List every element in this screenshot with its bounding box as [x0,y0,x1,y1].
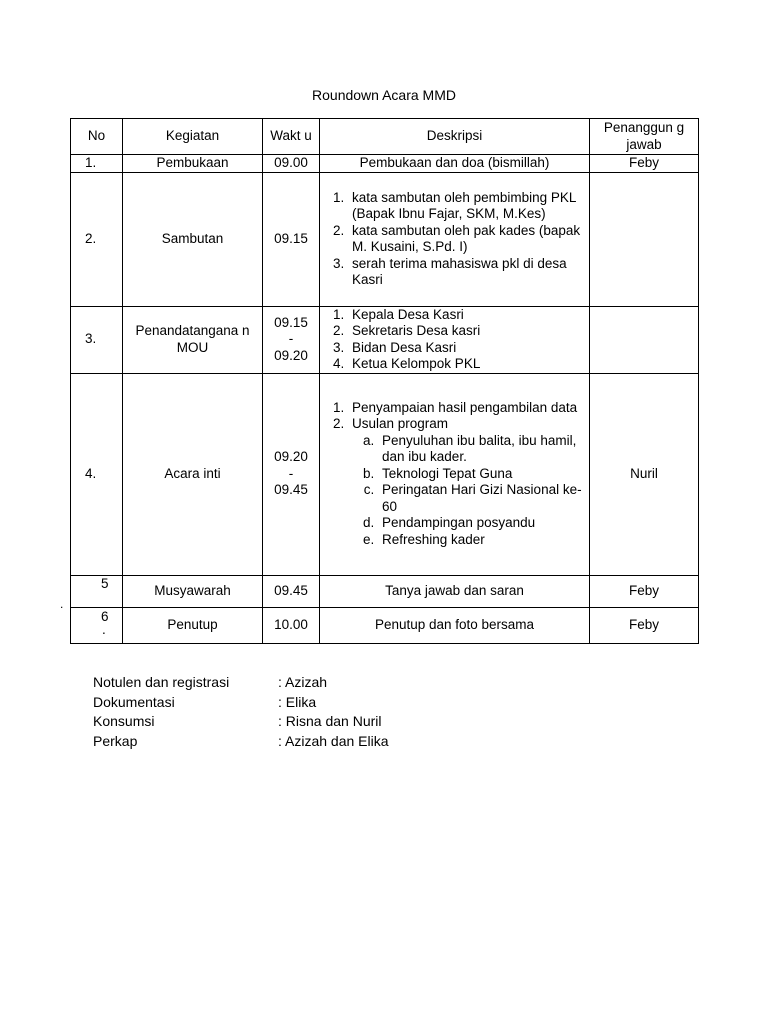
staff-row [93,673,389,693]
sub-list [352,433,585,549]
header-penanggung-jawab: Penanggun g jawab [590,119,699,155]
header-deskripsi: Deskripsi [320,119,590,155]
list-item: 1. kata sambutan oleh pembimbing PKL (Bapak Ibnu Fajar, SKM, M.Kes) [348,190,585,223]
row-waktu: 09.00 [263,155,320,173]
staff-row [93,732,389,752]
row-pj: Feby [590,575,699,607]
row-no: 1. [71,155,123,173]
row-kegiatan: Penandatangana n MOU [123,306,263,373]
list-item: 2. kata sambutan oleh pak kades (bapak M. Kusaini, S.Pd. I) [348,223,585,256]
description-list [324,190,585,289]
staff-name: : Elika [278,693,317,710]
table-row [71,607,699,643]
page-title: Roundown Acara MMD [312,87,456,103]
list-item: 1. Kepala Desa Kasri [348,307,585,324]
description-list [324,400,585,549]
row-waktu: 10.00 [263,607,320,643]
list-item-label: Usulan program [352,416,449,432]
row-waktu [263,306,320,373]
row-deskripsi: Penutup dan foto bersama [320,607,590,643]
waktu-end: 09.20 [274,347,308,363]
rundown-table [70,118,699,644]
list-item: 3. serah terima mahasiswa pkl di desa Kasri [348,256,585,289]
staff-role: Notulen dan registrasi [93,674,230,690]
table-row [71,306,699,373]
list-item: 2. Sekretaris Desa kasri [348,323,585,340]
table-row [71,172,699,306]
staff-name: : Azizah [278,674,328,690]
sub-list-item: d. Pendampingan posyandu [378,515,585,532]
row-no-value: 6 [101,608,109,624]
staff-row [93,693,389,713]
table-row [71,575,699,607]
stray-dot: . [60,597,64,611]
list-item: 4. Ketua Kelompok PKL [348,356,585,373]
waktu-end: 09.45 [274,482,308,498]
row-deskripsi: Tanya jawab dan saran [320,575,590,607]
waktu-start: 09.15 [274,314,308,330]
row-pj: Nuril [590,373,699,575]
staff-role: Konsumsi [93,713,155,729]
table-header-row [71,119,699,155]
table-row [71,373,699,575]
row-no [71,607,123,643]
staff-role: Perkap [93,732,138,749]
description-list [324,307,585,373]
row-no: 5 [71,575,123,607]
row-deskripsi [320,373,590,575]
row-no: 4. [71,373,123,575]
waktu-start: 09.20 [274,449,308,465]
row-kegiatan: Acara inti [123,373,263,575]
staff-role: Dokumentasi [93,693,175,710]
row-waktu [263,373,320,575]
header-waktu: Wakt u [263,119,320,155]
row-pj [590,306,699,373]
row-waktu: 09.15 [263,172,320,306]
row-kegiatan: Sambutan [123,172,263,306]
sub-list-item: b. Teknologi Tepat Guna [378,466,585,483]
table-row [71,155,699,173]
staff-list [93,673,389,751]
list-item [348,416,585,548]
row-waktu: 09.45 [263,575,320,607]
sub-list-item: e. Refreshing kader [378,532,585,549]
header-no: No [71,119,123,155]
row-no: 3. [71,306,123,373]
list-item: 1. Penyampaian hasil pengambilan data [348,400,585,417]
row-kegiatan: Pembukaan [123,155,263,173]
staff-row [93,712,389,732]
row-pj: Feby [590,155,699,173]
row-deskripsi [320,172,590,306]
sub-list-item: c. Peringatan Hari Gizi Nasional ke-60 [378,482,585,515]
row-deskripsi: Pembukaan dan doa (bismillah) [320,155,590,173]
staff-name: : Risna dan Nuril [278,713,382,729]
header-kegiatan: Kegiatan [123,119,263,155]
waktu-separator: - [288,331,294,347]
row-pj: Feby [590,607,699,643]
row-kegiatan: Penutup [123,607,263,643]
row-kegiatan: Musyawarah [123,575,263,607]
sub-list-item: a. Penyuluhan ibu balita, ibu hamil, dan ibu kader. [378,433,585,466]
row-pj [590,172,699,306]
row-no: 2. [71,172,123,306]
row-deskripsi [320,306,590,373]
row-no-dot: . [102,622,106,637]
list-item: 3. Bidan Desa Kasri [348,340,585,357]
waktu-separator: - [288,465,294,481]
staff-name: : Azizah dan Elika [278,732,389,749]
